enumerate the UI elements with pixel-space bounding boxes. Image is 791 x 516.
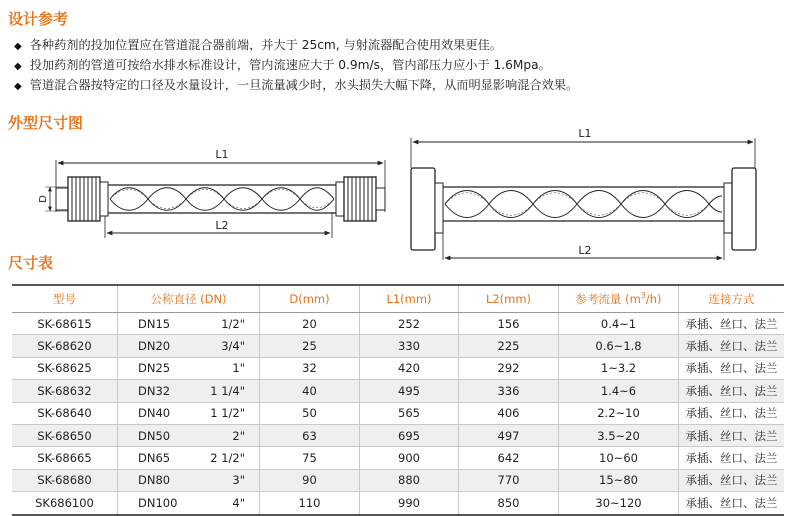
cell-model: SK-68640 [12, 402, 118, 424]
diamond-bullet-icon: ◆ [14, 41, 22, 52]
cell-model: SK-68680 [12, 469, 118, 491]
cell-flow: 15~80 [559, 469, 679, 491]
cell-flow: 10~60 [559, 447, 679, 469]
cell-inch: 4" [232, 495, 245, 510]
cell-l2: 850 [459, 492, 559, 515]
table-row [12, 424, 784, 446]
cell-model: SK-68665 [12, 447, 118, 469]
cell-dn: DN100 [138, 495, 178, 510]
cell-l2: 406 [459, 402, 559, 424]
cell-l2: 642 [459, 447, 559, 469]
cell-nominal-diameter [118, 492, 260, 515]
cell-nominal-diameter [118, 313, 260, 335]
cell-nominal-diameter [118, 424, 260, 446]
header-flow: 参考流量 $(m^3/h)$ [559, 285, 679, 313]
cell-nominal-diameter [118, 335, 260, 357]
cell-inch: 1/2" [221, 316, 245, 331]
section-title-outline: 外型尺寸图 [8, 114, 84, 132]
design-notes-list [14, 36, 578, 96]
design-note [14, 56, 578, 76]
table-row [12, 380, 784, 402]
size-table [12, 284, 784, 516]
cell-inch: 2" [232, 428, 245, 443]
cell-nominal-diameter [118, 380, 260, 402]
cell-d: 75 [260, 447, 360, 469]
cell-l1: 420 [360, 357, 459, 379]
cell-model: SK-68650 [12, 424, 118, 446]
cell-nominal-diameter [118, 447, 260, 469]
cell-d: 32 [260, 357, 360, 379]
cell-l2: 156 [459, 313, 559, 335]
cell-model: SK-68620 [12, 335, 118, 357]
l1-label: L1 [215, 148, 229, 161]
cell-model: SK-68615 [12, 313, 118, 335]
table-row [12, 335, 784, 357]
cell-nominal-diameter [118, 402, 260, 424]
flanged-mixer-drawing [411, 138, 756, 260]
header-l2: L2(mm) [459, 285, 559, 313]
cell-d: 20 [260, 313, 360, 335]
cell-l1: 990 [360, 492, 459, 515]
table-row [12, 447, 784, 469]
cell-dn: DN50 [138, 428, 171, 443]
cell-inch: 1 1/2" [210, 406, 245, 421]
cell-d: 25 [260, 335, 360, 357]
cell-connection: 承插、丝口、法兰 [679, 313, 785, 335]
cell-dn: DN65 [138, 451, 171, 466]
d-label: D [38, 195, 49, 203]
cell-inch: 3/4" [221, 339, 245, 354]
design-note [14, 36, 578, 56]
cell-dn: DN25 [138, 361, 171, 376]
design-note-text: 管道混合器按特定的口径及水量设计，一旦流量减少时，水头损失大幅下降，从而明显影响混合效果。 [29, 78, 579, 92]
header-model: 型号 [12, 285, 118, 313]
design-note-text: 各种药剂的投加位置应在管道混合器前端，并大于 25cm, 与射流器配合使用效果更佳。 [29, 38, 502, 52]
cell-model: SK-68632 [12, 380, 118, 402]
header-nominal-diameter: 公称直径 (DN) [118, 285, 260, 313]
cell-connection: 承插、丝口、法兰 [679, 335, 785, 357]
cell-l1: 252 [360, 313, 459, 335]
table-row [12, 357, 784, 379]
l2-label: L2 [578, 244, 592, 257]
cell-d: 110 [260, 492, 360, 515]
header-l1: L1(mm) [360, 285, 459, 313]
cell-flow: 0.4~1 [559, 313, 679, 335]
cell-dn: DN80 [138, 473, 171, 488]
cell-l1: 565 [360, 402, 459, 424]
table-row [12, 492, 784, 515]
cell-dn: DN32 [138, 383, 171, 398]
cell-nominal-diameter [118, 469, 260, 491]
cell-flow: 1.4~6 [559, 380, 679, 402]
cell-connection: 承插、丝口、法兰 [679, 492, 785, 515]
header-d: D(mm) [260, 285, 360, 313]
cell-l1: 495 [360, 380, 459, 402]
table-row [12, 313, 784, 335]
l2-label: L2 [215, 219, 229, 232]
cell-flow: 2.2~10 [559, 402, 679, 424]
diamond-bullet-icon: ◆ [14, 81, 22, 92]
table-row [12, 469, 784, 491]
cell-flow: 30~120 [559, 492, 679, 515]
cell-d: 50 [260, 402, 360, 424]
design-note-text: 投加药剂的管道可按给水排水标准设计，管内流速应大于 0.9m/s，管内部压力应小于 1.6Mpa。 [29, 58, 551, 72]
table-header-row [12, 285, 784, 313]
cell-connection: 承插、丝口、法兰 [679, 357, 785, 379]
table-row [12, 402, 784, 424]
cell-l1: 880 [360, 469, 459, 491]
cell-inch: 3" [232, 473, 245, 488]
cell-d: 40 [260, 380, 360, 402]
cell-dn: DN40 [138, 406, 171, 421]
diamond-bullet-icon: ◆ [14, 61, 22, 72]
cell-flow: 1~3.2 [559, 357, 679, 379]
cell-model: SK686100 [12, 492, 118, 515]
design-note [14, 76, 578, 96]
cell-l2: 292 [459, 357, 559, 379]
cell-model: SK-68625 [12, 357, 118, 379]
cell-l1: 330 [360, 335, 459, 357]
cell-inch: 1" [232, 361, 245, 376]
cell-inch: 1 1/4" [210, 383, 245, 398]
cell-l2: 497 [459, 424, 559, 446]
cell-d: 63 [260, 424, 360, 446]
cell-d: 90 [260, 469, 360, 491]
cell-connection: 承插、丝口、法兰 [679, 424, 785, 446]
cell-l1: 900 [360, 447, 459, 469]
cell-dn: DN20 [138, 339, 171, 354]
outline-drawings [0, 120, 791, 260]
cell-l2: 225 [459, 335, 559, 357]
header-connection: 连接方式 [679, 285, 785, 313]
cell-flow: 0.6~1.8 [559, 335, 679, 357]
cell-connection: 承插、丝口、法兰 [679, 469, 785, 491]
cell-flow: 3.5~20 [559, 424, 679, 446]
cell-l2: 770 [459, 469, 559, 491]
cell-connection: 承插、丝口、法兰 [679, 447, 785, 469]
cell-dn: DN15 [138, 316, 171, 331]
cell-connection: 承插、丝口、法兰 [679, 380, 785, 402]
section-title-size: 尺寸表 [8, 254, 54, 272]
cell-l2: 336 [459, 380, 559, 402]
l1-label: L1 [578, 127, 592, 140]
cell-connection: 承插、丝口、法兰 [679, 402, 785, 424]
cell-l1: 695 [360, 424, 459, 446]
section-title-design: 设计参考 [8, 10, 69, 28]
cell-inch: 2 1/2" [210, 451, 245, 466]
cell-nominal-diameter [118, 357, 260, 379]
